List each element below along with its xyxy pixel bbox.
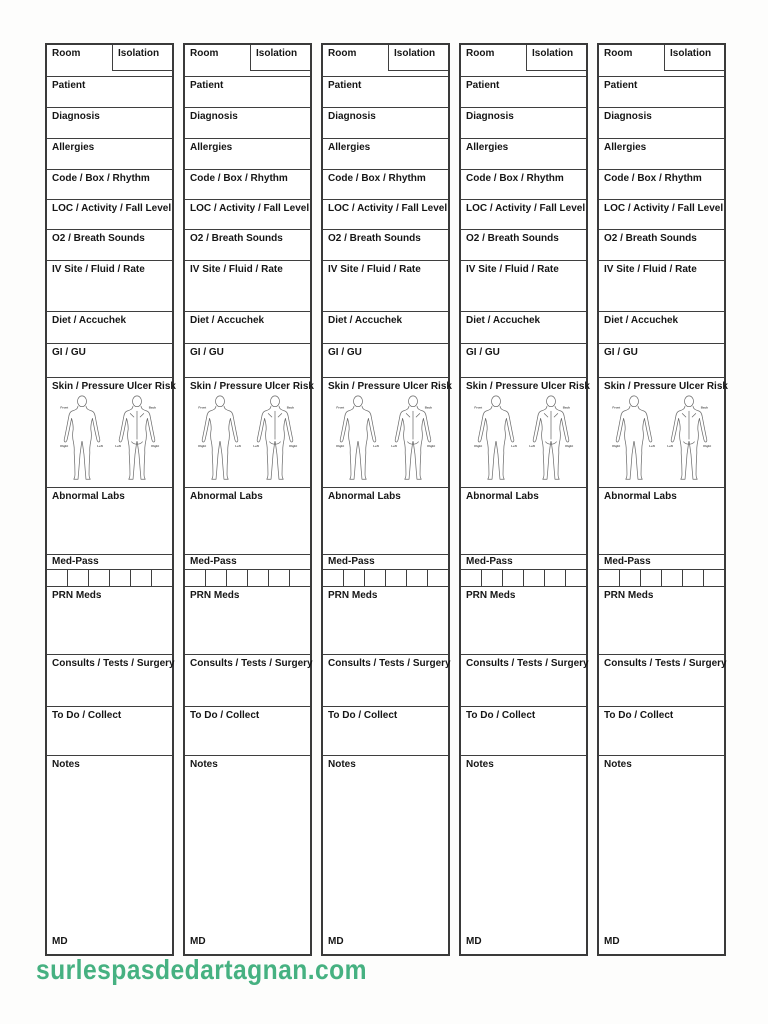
back-label: Back [287, 405, 295, 409]
front-right-hand-label: Right [198, 443, 206, 448]
back-left-hand-label: Left [253, 443, 260, 448]
todo-collect-field [185, 707, 310, 756]
medpass-cell [662, 570, 683, 586]
consults-tests-surgery-field [185, 655, 313, 707]
code-box-rhythm-field [461, 170, 586, 200]
o2-breath-sounds-label: O2 / Breath Sounds [466, 233, 559, 244]
medpass-cell [407, 570, 428, 586]
gi-gu-label: GI / GU [604, 347, 638, 358]
patient-label: Patient [328, 80, 362, 91]
diet-accuchek-field [461, 312, 586, 344]
abnormal-labs-label: Abnormal Labs [52, 491, 125, 502]
abnormal-labs-field [461, 488, 586, 555]
o2-breath-sounds-label: O2 / Breath Sounds [190, 233, 283, 244]
diagnosis-field [323, 108, 448, 139]
code-box-rhythm-field [323, 170, 448, 200]
diagnosis-field [47, 108, 172, 139]
back-label: Back [149, 405, 157, 409]
loc-activity-fall-field [599, 200, 724, 230]
sheet-columns [45, 43, 726, 956]
consults-tests-surgery-field [599, 655, 727, 707]
diagnosis-field [599, 108, 724, 139]
body-front-figure-icon [611, 395, 657, 485]
loc-activity-fall-field [323, 200, 448, 230]
notes-field [461, 756, 586, 954]
code-box-rhythm-label: Code / Box / Rhythm [190, 173, 288, 184]
room-label: Room [328, 48, 357, 59]
medpass-checkbox-row [47, 570, 172, 587]
abnormal-labs-field [599, 488, 724, 555]
loc-activity-fall-label: LOC / Activity / Fall Level [190, 203, 310, 214]
medpass-field [461, 555, 586, 570]
o2-breath-sounds-label: O2 / Breath Sounds [604, 233, 697, 244]
back-left-hand-label: Left [115, 443, 122, 448]
o2-breath-sounds-field [323, 230, 448, 261]
todo-collect-label: To Do / Collect [604, 710, 674, 721]
back-right-hand-label: Right [703, 443, 712, 448]
medpass-cell [566, 570, 586, 586]
gi-gu-label: GI / GU [190, 347, 224, 358]
allergies-field [599, 139, 724, 170]
prn-meds-field [461, 587, 586, 655]
prn-meds-label: PRN Meds [52, 590, 102, 601]
skin-pressure-ulcer-field [461, 378, 590, 488]
o2-breath-sounds-label: O2 / Breath Sounds [52, 233, 145, 244]
patient-column [45, 43, 174, 956]
diet-accuchek-label: Diet / Accuchek [52, 315, 127, 326]
iv-site-fluid-rate-label: IV Site / Fluid / Rate [328, 264, 421, 275]
front-label: Front [60, 405, 68, 409]
code-box-rhythm-label: Code / Box / Rhythm [52, 173, 150, 184]
consults-tests-surgery-label: Consults / Tests / Surgery [466, 658, 589, 669]
body-front-figure-icon [59, 395, 105, 485]
medpass-label: Med-Pass [466, 556, 513, 567]
isolation-label: Isolation [670, 48, 712, 59]
medpass-cell [365, 570, 386, 586]
allergies-label: Allergies [466, 142, 509, 153]
abnormal-labs-label: Abnormal Labs [466, 491, 539, 502]
consults-tests-surgery-label: Consults / Tests / Surgery [52, 658, 175, 669]
diet-accuchek-label: Diet / Accuchek [190, 315, 265, 326]
prn-meds-label: PRN Meds [190, 590, 240, 601]
medpass-label: Med-Pass [604, 556, 651, 567]
diagnosis-label: Diagnosis [190, 111, 238, 122]
back-left-hand-label: Left [529, 443, 536, 448]
gi-gu-field [323, 344, 448, 378]
medpass-cell [185, 570, 206, 586]
code-box-rhythm-label: Code / Box / Rhythm [466, 173, 564, 184]
medpass-cell [704, 570, 724, 586]
skin-pressure-ulcer-field [185, 378, 314, 488]
loc-activity-fall-field [47, 200, 172, 230]
allergies-field [185, 139, 310, 170]
loc-activity-fall-label: LOC / Activity / Fall Level [52, 203, 172, 214]
body-back-figure-icon [528, 395, 574, 485]
consults-tests-surgery-field [47, 655, 175, 707]
medpass-cell [482, 570, 503, 586]
loc-activity-fall-label: LOC / Activity / Fall Level [466, 203, 586, 214]
front-label: Front [474, 405, 482, 409]
medpass-field [323, 555, 448, 570]
loc-activity-fall-field [185, 200, 310, 230]
room-isolation-row [185, 45, 310, 77]
prn-meds-label: PRN Meds [466, 590, 516, 601]
todo-collect-field [599, 707, 724, 756]
consults-tests-surgery-label: Consults / Tests / Surgery [190, 658, 313, 669]
todo-collect-label: To Do / Collect [190, 710, 260, 721]
front-left-hand-label: Left [648, 443, 655, 448]
front-right-hand-label: Right [612, 443, 620, 448]
isolation-field [112, 45, 172, 71]
back-right-hand-label: Right [289, 443, 298, 448]
gi-gu-field [461, 344, 586, 378]
medpass-checkbox-row [461, 570, 586, 587]
front-left-hand-label: Left [234, 443, 241, 448]
patient-column [321, 43, 450, 956]
patient-label: Patient [604, 80, 638, 91]
back-label: Back [701, 405, 709, 409]
medpass-checkbox-row [599, 570, 724, 587]
front-left-hand-label: Left [510, 443, 517, 448]
diet-accuchek-label: Diet / Accuchek [466, 315, 541, 326]
code-box-rhythm-label: Code / Box / Rhythm [328, 173, 426, 184]
diet-accuchek-label: Diet / Accuchek [328, 315, 403, 326]
medpass-cell [428, 570, 448, 586]
o2-breath-sounds-field [461, 230, 586, 261]
iv-site-fluid-rate-field [185, 261, 310, 312]
medpass-cell [68, 570, 89, 586]
isolation-field [526, 45, 586, 71]
medpass-cell [641, 570, 662, 586]
iv-site-fluid-rate-field [599, 261, 724, 312]
back-right-hand-label: Right [565, 443, 574, 448]
front-label: Front [612, 405, 620, 409]
iv-site-fluid-rate-label: IV Site / Fluid / Rate [604, 264, 697, 275]
isolation-field [664, 45, 724, 71]
medpass-label: Med-Pass [190, 556, 237, 567]
todo-collect-label: To Do / Collect [466, 710, 536, 721]
medpass-cell [290, 570, 310, 586]
medpass-cell [524, 570, 545, 586]
front-right-hand-label: Right [336, 443, 344, 448]
gi-gu-field [185, 344, 310, 378]
body-front-figure-icon [197, 395, 243, 485]
todo-collect-label: To Do / Collect [52, 710, 122, 721]
o2-breath-sounds-field [599, 230, 724, 261]
diagnosis-field [185, 108, 310, 139]
skin-pressure-ulcer-label: Skin / Pressure Ulcer Risk [328, 381, 452, 392]
loc-activity-fall-label: LOC / Activity / Fall Level [328, 203, 448, 214]
medpass-cell [599, 570, 620, 586]
room-label: Room [604, 48, 633, 59]
watermark-link[interactable]: surlespasdedartagnan.com [36, 954, 367, 985]
prn-meds-label: PRN Meds [328, 590, 378, 601]
front-right-hand-label: Right [60, 443, 68, 448]
todo-collect-field [47, 707, 172, 756]
md-label: MD [328, 935, 344, 947]
medpass-field [599, 555, 724, 570]
notes-field [47, 756, 172, 954]
body-diagrams [185, 393, 310, 485]
back-label: Back [563, 405, 571, 409]
o2-breath-sounds-label: O2 / Breath Sounds [328, 233, 421, 244]
body-back-figure-icon [114, 395, 160, 485]
notes-label: Notes [190, 759, 218, 770]
md-label: MD [604, 935, 620, 947]
patient-field [599, 77, 724, 108]
diagnosis-label: Diagnosis [466, 111, 514, 122]
abnormal-labs-label: Abnormal Labs [604, 491, 677, 502]
body-diagrams [47, 393, 172, 485]
medpass-cell [110, 570, 131, 586]
diet-accuchek-field [599, 312, 724, 344]
diet-accuchek-field [185, 312, 310, 344]
medpass-cell [683, 570, 704, 586]
medpass-cell [461, 570, 482, 586]
skin-pressure-ulcer-field [323, 378, 452, 488]
room-isolation-row [461, 45, 586, 77]
consults-tests-surgery-field [461, 655, 589, 707]
medpass-cell [545, 570, 566, 586]
room-isolation-row [599, 45, 724, 77]
notes-label: Notes [52, 759, 80, 770]
body-back-figure-icon [666, 395, 712, 485]
o2-breath-sounds-field [185, 230, 310, 261]
patient-column [597, 43, 726, 956]
front-left-hand-label: Left [96, 443, 103, 448]
medpass-cell [503, 570, 524, 586]
patient-field [185, 77, 310, 108]
consults-tests-surgery-label: Consults / Tests / Surgery [328, 658, 451, 669]
medpass-label: Med-Pass [328, 556, 375, 567]
front-right-hand-label: Right [474, 443, 482, 448]
medpass-checkbox-row [185, 570, 310, 587]
medpass-cell [620, 570, 641, 586]
medpass-cell [227, 570, 248, 586]
notes-field [599, 756, 724, 954]
patient-column [183, 43, 312, 956]
iv-site-fluid-rate-label: IV Site / Fluid / Rate [190, 264, 283, 275]
gi-gu-field [599, 344, 724, 378]
iv-site-fluid-rate-field [461, 261, 586, 312]
back-right-hand-label: Right [427, 443, 436, 448]
room-label: Room [52, 48, 81, 59]
allergies-field [47, 139, 172, 170]
medpass-cell [248, 570, 269, 586]
diet-accuchek-field [47, 312, 172, 344]
md-label: MD [466, 935, 482, 947]
medpass-field [47, 555, 172, 570]
room-isolation-row [47, 45, 172, 77]
patient-label: Patient [190, 80, 224, 91]
prn-meds-field [185, 587, 310, 655]
prn-meds-field [323, 587, 448, 655]
skin-pressure-ulcer-label: Skin / Pressure Ulcer Risk [604, 381, 728, 392]
body-back-figure-icon [390, 395, 436, 485]
code-box-rhythm-field [47, 170, 172, 200]
o2-breath-sounds-field [47, 230, 172, 261]
code-box-rhythm-label: Code / Box / Rhythm [604, 173, 702, 184]
diagnosis-label: Diagnosis [604, 111, 652, 122]
medpass-cell [206, 570, 227, 586]
body-back-figure-icon [252, 395, 298, 485]
consults-tests-surgery-label: Consults / Tests / Surgery [604, 658, 727, 669]
loc-activity-fall-label: LOC / Activity / Fall Level [604, 203, 724, 214]
loc-activity-fall-field [461, 200, 586, 230]
iv-site-fluid-rate-field [47, 261, 172, 312]
diet-accuchek-label: Diet / Accuchek [604, 315, 679, 326]
abnormal-labs-field [323, 488, 448, 555]
diagnosis-field [461, 108, 586, 139]
back-left-hand-label: Left [391, 443, 398, 448]
diagnosis-label: Diagnosis [328, 111, 376, 122]
prn-meds-label: PRN Meds [604, 590, 654, 601]
patient-label: Patient [466, 80, 500, 91]
isolation-label: Isolation [118, 48, 160, 59]
allergies-label: Allergies [604, 142, 647, 153]
gi-gu-label: GI / GU [52, 347, 86, 358]
abnormal-labs-label: Abnormal Labs [190, 491, 263, 502]
prn-meds-field [599, 587, 724, 655]
skin-pressure-ulcer-label: Skin / Pressure Ulcer Risk [52, 381, 176, 392]
patient-field [461, 77, 586, 108]
todo-collect-field [323, 707, 448, 756]
notes-field [323, 756, 448, 954]
room-label: Room [466, 48, 495, 59]
back-label: Back [425, 405, 433, 409]
medpass-cell [269, 570, 290, 586]
patient-field [323, 77, 448, 108]
patient-column [459, 43, 588, 956]
medpass-cell [152, 570, 172, 586]
back-right-hand-label: Right [151, 443, 160, 448]
notes-label: Notes [604, 759, 632, 770]
iv-site-fluid-rate-field [323, 261, 448, 312]
medpass-cell [89, 570, 110, 586]
front-label: Front [198, 405, 206, 409]
allergies-label: Allergies [328, 142, 371, 153]
body-front-figure-icon [473, 395, 519, 485]
abnormal-labs-field [185, 488, 310, 555]
consults-tests-surgery-field [323, 655, 451, 707]
iv-site-fluid-rate-label: IV Site / Fluid / Rate [466, 264, 559, 275]
isolation-label: Isolation [256, 48, 298, 59]
back-left-hand-label: Left [667, 443, 674, 448]
medpass-checkbox-row [323, 570, 448, 587]
medpass-label: Med-Pass [52, 556, 99, 567]
isolation-label: Isolation [394, 48, 436, 59]
isolation-field [250, 45, 310, 71]
code-box-rhythm-field [185, 170, 310, 200]
patient-label: Patient [52, 80, 86, 91]
medpass-cell [323, 570, 344, 586]
gi-gu-label: GI / GU [328, 347, 362, 358]
medpass-cell [386, 570, 407, 586]
medpass-cell [344, 570, 365, 586]
prn-meds-field [47, 587, 172, 655]
diet-accuchek-field [323, 312, 448, 344]
medpass-cell [47, 570, 68, 586]
md-label: MD [190, 935, 206, 947]
notes-label: Notes [466, 759, 494, 770]
abnormal-labs-label: Abnormal Labs [328, 491, 401, 502]
body-front-figure-icon [335, 395, 381, 485]
iv-site-fluid-rate-label: IV Site / Fluid / Rate [52, 264, 145, 275]
body-diagrams [461, 393, 586, 485]
medpass-cell [131, 570, 152, 586]
allergies-label: Allergies [52, 142, 95, 153]
front-left-hand-label: Left [372, 443, 379, 448]
allergies-field [461, 139, 586, 170]
body-diagrams [599, 393, 724, 485]
body-diagrams [323, 393, 448, 485]
skin-pressure-ulcer-label: Skin / Pressure Ulcer Risk [190, 381, 314, 392]
front-label: Front [336, 405, 344, 409]
notes-label: Notes [328, 759, 356, 770]
isolation-label: Isolation [532, 48, 574, 59]
md-label: MD [52, 935, 68, 947]
diagnosis-label: Diagnosis [52, 111, 100, 122]
allergies-field [323, 139, 448, 170]
todo-collect-field [461, 707, 586, 756]
patient-field [47, 77, 172, 108]
skin-pressure-ulcer-label: Skin / Pressure Ulcer Risk [466, 381, 590, 392]
skin-pressure-ulcer-field [47, 378, 176, 488]
allergies-label: Allergies [190, 142, 233, 153]
gi-gu-field [47, 344, 172, 378]
abnormal-labs-field [47, 488, 172, 555]
todo-collect-label: To Do / Collect [328, 710, 398, 721]
notes-field [185, 756, 310, 954]
code-box-rhythm-field [599, 170, 724, 200]
room-label: Room [190, 48, 219, 59]
isolation-field [388, 45, 448, 71]
medpass-field [185, 555, 310, 570]
room-isolation-row [323, 45, 448, 77]
gi-gu-label: GI / GU [466, 347, 500, 358]
skin-pressure-ulcer-field [599, 378, 728, 488]
